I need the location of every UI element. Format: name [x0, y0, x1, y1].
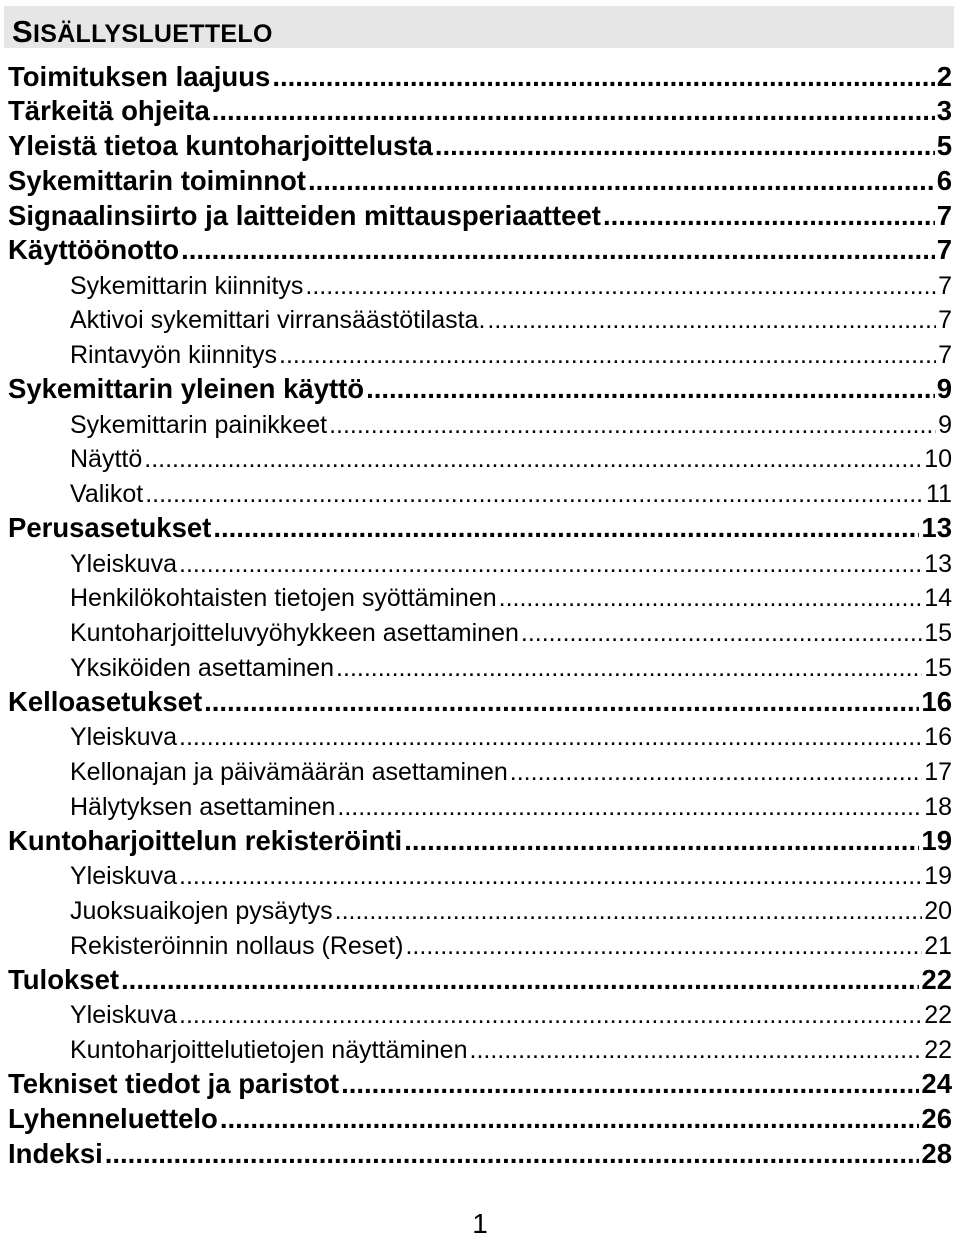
toc-entry-label: Aktivoi sykemittari virransäästötilasta. [70, 306, 486, 335]
toc-entry-label: Sykemittarin painikkeet [70, 410, 328, 439]
toc-entry-page: 22 [924, 1036, 952, 1064]
toc-dot-leader [405, 934, 922, 959]
toc-entry-page: 19 [924, 862, 952, 891]
toc-dot-leader [521, 621, 922, 646]
page-number: 1 [472, 1208, 488, 1239]
toc-entry-section[interactable] [70, 925, 952, 959]
toc-dot-leader [329, 413, 936, 438]
toc-entry-section[interactable] [70, 438, 952, 472]
toc-entry-label: Perusasetukset [8, 512, 212, 544]
toc-entry-page: 24 [921, 1068, 952, 1100]
toc-dot-leader [305, 274, 936, 299]
toc-entry-label: Valikot [70, 480, 144, 508]
toc-entry-page: 17 [924, 758, 952, 786]
page-title-rest: ISÄLLYSLUETTELO [32, 20, 273, 48]
toc-entry-section[interactable] [70, 543, 952, 577]
toc-dot-leader [179, 1003, 922, 1028]
page-title-initial: S [12, 14, 33, 49]
toc-dot-leader [335, 899, 923, 924]
toc-entry-page: 7 [938, 271, 952, 300]
toc-entry-label: Yleiskuva [70, 862, 177, 891]
toc-entry-label: Yksiköiden asettaminen [70, 653, 335, 682]
toc-entry-chapter[interactable] [8, 126, 952, 160]
toc-entry-page: 6 [936, 164, 952, 196]
toc-entry-chapter[interactable] [8, 682, 952, 716]
toc-entry-chapter[interactable] [8, 1133, 952, 1167]
toc-dot-leader [213, 514, 919, 542]
toc-dot-leader [336, 656, 922, 681]
toc-entry-label: Näyttö [70, 445, 143, 474]
toc-entry-label: Rintavyön kiinnitys [70, 341, 278, 369]
toc-entry-section[interactable] [70, 265, 952, 299]
toc-entry-label: Sykemittarin yleinen käyttö [8, 373, 365, 405]
toc-entry-chapter[interactable] [8, 508, 952, 542]
toc-dot-leader [145, 482, 924, 507]
toc-entry-section[interactable] [70, 1029, 952, 1063]
toc-entry-chapter[interactable] [8, 195, 952, 229]
toc-entry-chapter[interactable] [8, 91, 952, 125]
toc-entry-page: 15 [924, 653, 952, 682]
toc-entry-label: Toimituksen laajuus [8, 60, 271, 92]
toc-entry-label: Käyttöönotto [8, 234, 180, 266]
toc-entry-page: 22 [921, 964, 952, 995]
toc-dot-leader [181, 236, 935, 264]
toc-entry-label: Juoksuaikojen pysäytys [70, 897, 333, 925]
toc-entry-page: 28 [921, 1137, 952, 1169]
toc-dot-leader [179, 552, 922, 577]
toc-dot-leader [470, 1038, 923, 1063]
toc-entry-page: 9 [936, 373, 952, 405]
toc-dot-leader [212, 97, 935, 125]
toc-entry-label: Sykemittarin toiminnot [8, 164, 306, 196]
toc-entry-page: 20 [924, 897, 952, 925]
toc-entry-label: Yleiskuva [70, 1001, 177, 1030]
toc-entry-section[interactable] [70, 612, 952, 646]
toc-entry-section[interactable] [70, 994, 952, 1028]
toc-entry-page: 7 [938, 306, 952, 335]
toc-entry-label: Rekisteröinnin nollaus (Reset) [70, 931, 404, 960]
toc-entry-chapter[interactable] [8, 1099, 952, 1133]
toc-entry-page: 10 [924, 445, 952, 474]
toc-entry-section[interactable] [70, 751, 952, 785]
toc-entry-page: 13 [924, 549, 952, 578]
toc-entry-label: Kellonajan ja päivämäärän asettaminen [70, 758, 508, 786]
toc-entry-label: Henkilökohtaisten tietojen syöttäminen [70, 584, 497, 613]
toc-entry-label: Yleistä tietoa kuntoharjoittelusta [8, 130, 433, 161]
toc-entry-section[interactable] [70, 404, 952, 438]
toc-entry-page: 14 [924, 584, 952, 613]
toc-entry-page: 5 [936, 130, 952, 161]
toc-dot-leader [179, 725, 922, 750]
toc-dot-leader [308, 167, 935, 195]
toc-entry-page: 11 [926, 480, 952, 508]
toc-entry-label: Yleiskuva [70, 723, 177, 752]
toc-entry-label: Indeksi [8, 1137, 103, 1169]
toc-dot-leader [487, 308, 936, 333]
toc-entry-label: Kelloasetukset [8, 686, 203, 717]
toc-entry-page: 16 [921, 686, 952, 717]
toc-dot-leader [435, 132, 935, 160]
toc-entry-page: 7 [936, 234, 952, 266]
toc-dot-leader [144, 447, 922, 472]
toc-dot-leader [603, 202, 935, 230]
page-title [12, 16, 273, 47]
toc-dot-leader [105, 1140, 920, 1168]
toc-dot-leader [341, 1070, 919, 1098]
toc-entry-chapter[interactable] [8, 369, 952, 403]
toc-entry-page: 9 [938, 410, 952, 439]
toc-entry-page: 21 [924, 931, 952, 960]
toc-entry-page: 26 [921, 1103, 952, 1134]
toc-entry-page: 13 [921, 512, 952, 544]
toc-dot-leader [121, 966, 919, 994]
toc-entry-section[interactable] [70, 577, 952, 611]
toc-entry-label: Kuntoharjoittelutietojen näyttäminen [70, 1036, 468, 1064]
title-bar [4, 6, 954, 48]
toc-entry-label: Lyhenneluettelo [8, 1103, 218, 1134]
toc-entry-page: 19 [921, 825, 952, 856]
toc-dot-leader [404, 827, 919, 855]
toc-entry-page: 7 [938, 341, 952, 369]
toc-entry-section[interactable] [70, 716, 952, 750]
toc-entry-page: 16 [924, 723, 952, 752]
toc-dot-leader [279, 343, 936, 368]
toc-entry-chapter[interactable] [8, 56, 952, 90]
toc-entry-label: Signaalinsiirto ja laitteiden mittausperiaatteet [8, 199, 601, 231]
toc-entry-label: Hälytyksen asettaminen [70, 792, 336, 821]
toc-entry-chapter[interactable] [8, 821, 952, 855]
toc-entry-page: 7 [936, 199, 952, 231]
toc-dot-leader [499, 586, 923, 611]
toc-dot-leader [220, 1105, 920, 1133]
toc-entry-label: Tulokset [8, 964, 120, 995]
toc-dot-leader [337, 795, 922, 820]
toc-entry-section[interactable] [70, 473, 952, 507]
toc-entry-section[interactable] [70, 786, 952, 820]
toc-entry-label: Tärkeitä ohjeita [8, 95, 210, 127]
toc-dot-leader [204, 688, 919, 716]
toc-entry-section[interactable] [70, 890, 952, 924]
toc-dot-leader [179, 864, 922, 889]
toc-entry-section[interactable] [70, 299, 952, 333]
toc-dot-leader [510, 760, 922, 785]
toc-entry-section[interactable] [70, 647, 952, 681]
toc-entry-chapter[interactable] [8, 230, 952, 264]
toc-entry-label: Tekniset tiedot ja paristot [8, 1068, 340, 1100]
toc-entry-chapter[interactable] [8, 160, 952, 194]
toc-entry-chapter[interactable] [8, 1064, 952, 1098]
toc-entry-label: Kuntoharjoitteluvyöhykkeen asettaminen [70, 619, 519, 647]
toc-dot-leader [272, 63, 934, 91]
toc-entry-section[interactable] [70, 334, 952, 368]
toc-entry-section[interactable] [70, 855, 952, 889]
toc-entry-label: Yleiskuva [70, 549, 177, 578]
toc-entry-page: 18 [924, 792, 952, 821]
toc-entry-label: Kuntoharjoittelun rekisteröinti [8, 825, 403, 856]
toc-entry-chapter[interactable] [8, 960, 952, 994]
toc-entry-page: 2 [936, 60, 952, 92]
toc-entry-label: Sykemittarin kiinnitys [70, 271, 304, 300]
toc-dot-leader [366, 375, 935, 403]
toc-entry-page: 3 [936, 95, 952, 127]
toc-entry-page: 15 [924, 619, 952, 647]
toc-entry-page: 22 [924, 1001, 952, 1030]
